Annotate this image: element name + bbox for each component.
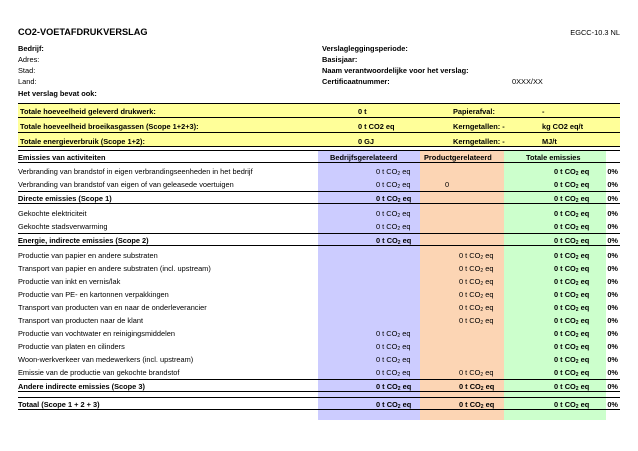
- emission-value: 0 t $CO_2$ eq: [376, 355, 411, 365]
- row-label: Transport van papier en andere substraten (incl. upstream): [18, 264, 211, 273]
- emission-value: 0 t $CO_2$ eq: [554, 382, 590, 392]
- emission-value: 0 t $CO_2$ eq: [376, 222, 411, 232]
- row-label: Totaal (Scope 1 + 2 + 3): [18, 400, 100, 409]
- emission-number: 0: [459, 277, 464, 286]
- subtotal-row: [18, 191, 620, 204]
- emission-number: 0: [554, 400, 559, 409]
- row-percentage: 0%: [607, 303, 618, 312]
- table-row: [18, 327, 620, 340]
- emission-number: 0: [376, 236, 381, 245]
- emission-number: 0: [554, 277, 559, 286]
- emission-number: 0: [459, 382, 464, 391]
- address-label: Adres:: [18, 55, 40, 64]
- emission-number: 0: [376, 329, 381, 338]
- emission-number: 0: [376, 194, 381, 203]
- row-percentage: 0%: [607, 355, 618, 364]
- emission-value: 0 t $CO_2$ eq: [554, 400, 590, 410]
- summary-kpi: Kerngetallen: -: [453, 122, 505, 131]
- report-sheet: [18, 0, 620, 451]
- emission-value: 0 t $CO_2$ eq: [459, 264, 494, 274]
- emission-value: 0 t $CO_2$ eq: [554, 194, 590, 204]
- row-label: Energie, indirecte emissies (Scope 2): [18, 236, 149, 245]
- emission-number: 0: [554, 316, 559, 325]
- emission-number: 0: [459, 303, 464, 312]
- summary-value: 0 t: [358, 107, 367, 116]
- summary-kpi: Papierafval:: [453, 107, 495, 116]
- summary-value: 0 t CO2 eq: [358, 122, 395, 131]
- emission-value: 0 t $CO_2$ eq: [376, 400, 412, 410]
- table-row: [18, 165, 620, 178]
- emission-value: 0 t $CO_2$ eq: [459, 303, 494, 313]
- emission-value: 0 t $CO_2$ eq: [554, 180, 590, 190]
- row-percentage: 0%: [607, 264, 618, 273]
- table-row: [18, 275, 620, 288]
- emission-value: 0 t $CO_2$ eq: [554, 303, 590, 313]
- row-label: Productie van platen en cilinders: [18, 342, 125, 351]
- emission-value: 0 t $CO_2$ eq: [554, 290, 590, 300]
- emission-number: 0: [554, 194, 559, 203]
- emission-value: 0 t $CO_2$ eq: [554, 368, 590, 378]
- emission-number: 0: [376, 400, 381, 409]
- emission-value: 0 t $CO_2$ eq: [376, 180, 411, 190]
- emission-value: 0 t $CO_2$ eq: [376, 236, 412, 246]
- certificate-label: Certificaatnummer:: [322, 77, 390, 86]
- col-company: Bedrijfsgerelateerd: [330, 153, 398, 162]
- emission-number: 0: [554, 303, 559, 312]
- table-row: [18, 353, 620, 366]
- emission-number: 0: [459, 368, 464, 377]
- table-header: [18, 150, 620, 163]
- subtotal-row: [18, 379, 620, 392]
- emission-value: 0 t $CO_2$ eq: [459, 277, 494, 287]
- emission-number: 0: [376, 342, 381, 351]
- summary-label: Totale hoeveelheid geleverd drukwerk:: [20, 107, 156, 116]
- emission-number: 0: [376, 180, 381, 189]
- row-percentage: 0%: [607, 236, 618, 245]
- period-label: Verslagleggingsperiode:: [322, 44, 408, 53]
- emission-number: 0: [554, 382, 559, 391]
- row-percentage: 0%: [607, 342, 618, 351]
- emission-number: 0: [554, 236, 559, 245]
- row-percentage: 0%: [607, 194, 618, 203]
- col-total: Totale emissies: [526, 153, 581, 162]
- emission-value: 0 t $CO_2$ eq: [554, 277, 590, 287]
- table-row: [18, 220, 620, 233]
- row-label: Productie van PE- en kartonnen verpakkingen: [18, 290, 169, 299]
- row-label: Transport van producten naar de klant: [18, 316, 144, 325]
- row-label: Andere indirecte emissies (Scope 3): [18, 382, 145, 391]
- table-row: [18, 262, 620, 275]
- emission-number: 0: [459, 400, 464, 409]
- summary-row: [18, 134, 620, 148]
- row-percentage: 0%: [607, 316, 618, 325]
- emission-number: 0: [554, 342, 559, 351]
- emission-value: 0 t $CO_2$ eq: [554, 264, 590, 274]
- row-percentage: 0%: [607, 382, 618, 391]
- emission-value: 0 t $CO_2$ eq: [376, 368, 411, 378]
- emission-value: 0 t $CO_2$ eq: [376, 167, 411, 177]
- title-row: [18, 27, 620, 39]
- summary-kpi-value: -: [542, 107, 545, 116]
- row-percentage: 0%: [607, 180, 618, 189]
- col-activities: Emissies van activiteiten: [18, 153, 106, 162]
- row-label: Gekochte elektriciteit: [18, 209, 87, 218]
- summary-box: [18, 103, 620, 147]
- emission-value: 0 t $CO_2$ eq: [554, 342, 590, 352]
- summary-kpi: Kerngetallen: -: [453, 137, 505, 146]
- row-label: Productie van inkt en vernis/lak: [18, 277, 121, 286]
- certificate-value: 0XXX/XX: [512, 77, 543, 86]
- meta-row: [18, 66, 620, 76]
- emission-value: 0 t $CO_2$ eq: [459, 316, 494, 326]
- base-year-label: Basisjaar:: [322, 55, 358, 64]
- table-row: [18, 314, 620, 327]
- emission-value: 0 t $CO_2$ eq: [459, 290, 494, 300]
- meta-row: [18, 77, 620, 87]
- emission-number: 0: [554, 329, 559, 338]
- row-percentage: 0%: [607, 209, 618, 218]
- emission-number: 0: [376, 222, 381, 231]
- emission-number: 0: [554, 251, 559, 260]
- emission-value: 0 t $CO_2$ eq: [459, 368, 494, 378]
- row-label: Productie van vochtwater en reinigingsmiddelen: [18, 329, 175, 338]
- row-percentage: 0%: [607, 368, 618, 377]
- responsible-label: Naam verantwoordelijke voor het verslag:: [322, 66, 469, 75]
- emission-number: 0: [554, 368, 559, 377]
- table-row: [18, 301, 620, 314]
- row-percentage: 0%: [607, 290, 618, 299]
- table-row: [18, 249, 620, 262]
- emission-number: 0: [376, 355, 381, 364]
- table-row: [18, 178, 620, 191]
- total-row: [18, 397, 620, 410]
- table-row: [18, 207, 620, 220]
- emission-number: 0: [554, 222, 559, 231]
- emission-value: 0 t $CO_2$ eq: [554, 167, 590, 177]
- city-label: Stad:: [18, 66, 36, 75]
- emission-number: 0: [554, 180, 559, 189]
- report-code: EGCC-10.3 NL: [570, 28, 620, 37]
- company-label: Bedrijf:: [18, 44, 44, 53]
- row-percentage: 0%: [607, 222, 618, 231]
- meta-row: [18, 55, 620, 65]
- emission-value: 0 t $CO_2$ eq: [376, 194, 412, 204]
- row-percentage: 0%: [607, 329, 618, 338]
- emission-value: 0 t $CO_2$ eq: [459, 400, 495, 410]
- emission-number: 0: [459, 290, 464, 299]
- country-label: Land:: [18, 77, 37, 86]
- emission-number: 0: [459, 316, 464, 325]
- emission-value: 0 t $CO_2$ eq: [554, 329, 590, 339]
- row-percentage: 0%: [607, 277, 618, 286]
- summary-label: Totale hoeveelheid broeikasgassen (Scope 1+2+3):: [20, 122, 199, 131]
- emission-number: 0: [554, 167, 559, 176]
- emission-value: 0 t $CO_2$ eq: [554, 355, 590, 365]
- emission-number: 0: [554, 355, 559, 364]
- summary-row: [18, 104, 620, 118]
- emission-value: 0 t $CO_2$ eq: [376, 209, 411, 219]
- emission-number: 0: [376, 209, 381, 218]
- emission-value: 0 t $CO_2$ eq: [554, 209, 590, 219]
- table-row: [18, 340, 620, 353]
- row-label: Directe emissies (Scope 1): [18, 194, 112, 203]
- row-label: Transport van producten van en naar de onderleverancier: [18, 303, 207, 312]
- col-product: Productgerelateerd: [424, 153, 492, 162]
- emission-value: 0 t $CO_2$ eq: [459, 382, 495, 392]
- emission-number: 0: [376, 167, 381, 176]
- row-label: Gekochte stadsverwarming: [18, 222, 108, 231]
- summary-label: Totale energieverbruik (Scope 1+2):: [20, 137, 145, 146]
- emission-number: 0: [459, 251, 464, 260]
- row-label: Productie van papier en andere substraten: [18, 251, 158, 260]
- report-title: CO2-VOETAFDRUKVERSLAG: [18, 27, 148, 37]
- summary-value: 0 GJ: [358, 137, 375, 146]
- emission-value: 0 t $CO_2$ eq: [554, 316, 590, 326]
- row-percentage: 0%: [607, 400, 618, 409]
- summary-row: [18, 119, 620, 133]
- emission-value: 0 t $CO_2$ eq: [376, 342, 411, 352]
- summary-kpi-unit: kg CO2 eq/t: [542, 122, 584, 131]
- report-contains-label: Het verslag bevat ook:: [18, 89, 97, 98]
- meta-row: [18, 89, 620, 99]
- row-label: Verbranding van brandstof van eigen of van geleasede voertuigen: [18, 180, 234, 189]
- emission-number: 0: [376, 382, 381, 391]
- emission-number: 0: [554, 290, 559, 299]
- emission-value: 0 t $CO_2$ eq: [554, 251, 590, 261]
- subtotal-row: [18, 233, 620, 246]
- row-label: Woon-werkverkeer van medewerkers (incl. upstream): [18, 355, 194, 364]
- emission-value: 0 t $CO_2$ eq: [459, 251, 494, 261]
- emission-value: 0: [445, 180, 450, 189]
- meta-row: [18, 44, 620, 54]
- emission-value: 0 t $CO_2$ eq: [554, 222, 590, 232]
- row-percentage: 0%: [607, 251, 618, 260]
- row-percentage: 0%: [607, 167, 618, 176]
- emission-value: 0 t $CO_2$ eq: [376, 329, 411, 339]
- row-label: Emissie van de productie van gekochte brandstof: [18, 368, 180, 377]
- emission-number: 0: [459, 264, 464, 273]
- emissions-table: [18, 150, 620, 420]
- emission-number: 0: [376, 368, 381, 377]
- table-row: [18, 288, 620, 301]
- table-row: [18, 366, 620, 379]
- summary-kpi-unit: MJ/t: [542, 137, 557, 146]
- emission-value: 0 t $CO_2$ eq: [376, 382, 412, 392]
- emission-number: 0: [554, 264, 559, 273]
- emission-number: 0: [554, 209, 559, 218]
- row-label: Verbranding van brandstof in eigen verbrandingseenheden in het bedrijf: [18, 167, 253, 176]
- emission-value: 0 t $CO_2$ eq: [554, 236, 590, 246]
